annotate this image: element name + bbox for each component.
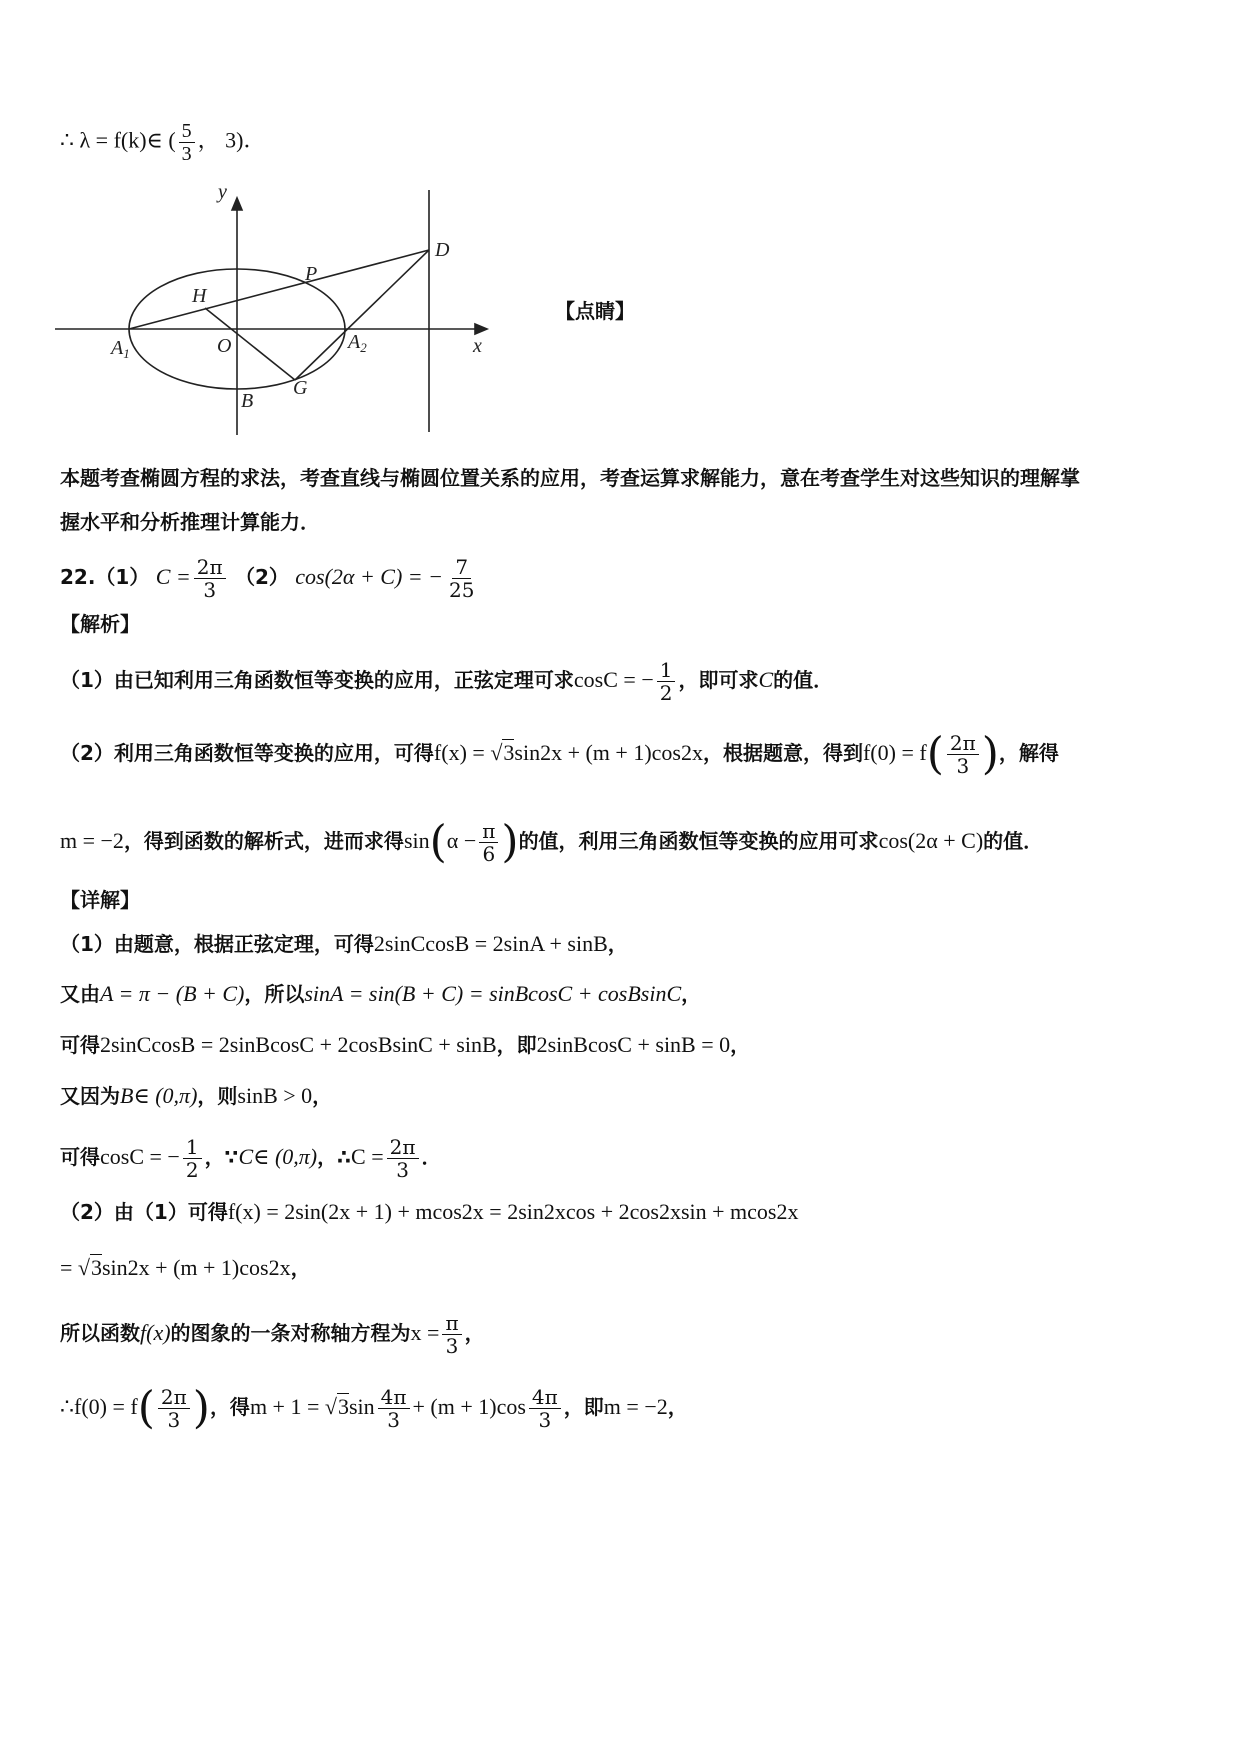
detail9-math3: sin [348, 1394, 375, 1419]
analysis1-text3: 的值． [773, 668, 834, 692]
detail5-end: ． [421, 1145, 442, 1169]
detail1-math: 2sinCcosB = 2sinA + sinB [373, 931, 608, 956]
detail7-math2: sin2x + (m + 1)cos2x [102, 1255, 291, 1280]
lambda-fraction [179, 120, 195, 165]
q22-c-frac: $\frac{2\pi}{3}$ [194, 556, 226, 601]
lambda-range-line [60, 120, 1180, 165]
xiangjie-heading: 【详解】 [60, 888, 140, 912]
line-a1-d [129, 250, 429, 329]
detail9-frac1: $\frac{2\pi}{3}$ [158, 1386, 190, 1431]
analysis1-math1: cosC = − [573, 667, 654, 692]
detail4-math1: B∈ (0,π) [120, 1083, 198, 1108]
jiexi-heading: 【解析】 [60, 612, 140, 636]
analysis2-text2: ，根据题意，得到 [702, 741, 863, 765]
detail-line-1 [60, 930, 1180, 958]
q22-answer [60, 556, 1180, 601]
x-axis-arrow [475, 324, 487, 334]
analysis2-math1: f(x) = [433, 740, 491, 765]
analysis3-text3: 的值． [983, 829, 1044, 853]
detail3-text2: ，即 [496, 1033, 537, 1057]
analysis1-text2: ，即可求 [678, 668, 759, 692]
comment-line-1: 本题考查椭圆方程的求法，考查直线与椭圆位置关系的应用，考查运算求解能力，意在考查学生对这些知识的理解掌 [60, 466, 1080, 490]
analysis3-text1: ，得到函数的解析式，进而求得 [123, 829, 404, 853]
analysis2-text3: ，解得 [998, 741, 1059, 765]
detail3-math1: 2sinCcosB = 2sinBcosC + 2cosBsinC + sinB [100, 1032, 497, 1057]
detail7-sqrt: 3 [91, 1255, 102, 1280]
analysis2-math3: f(0) = f [862, 740, 927, 765]
detail7-end: ， [290, 1256, 311, 1280]
q22-part2: （2） [234, 565, 289, 589]
analysis3-math2: sin [403, 828, 430, 853]
analysis1-frac: $\frac{1}{2}$ [657, 659, 676, 704]
detail9-end: ， [667, 1395, 688, 1419]
lambda-suffix: ， 3)． [197, 127, 266, 153]
detail9-math4: + (m + 1)cos [412, 1394, 526, 1419]
analysis2-sqrt: 3 [503, 740, 515, 765]
lambda-prefix: ∴ λ = f(k)∈ ( [60, 127, 176, 153]
ellipse-diagram [55, 180, 555, 450]
detail8-frac: $\frac{\pi}{3}$ [442, 1312, 461, 1357]
detail9-frac2: $\frac{4\pi}{3}$ [378, 1386, 410, 1431]
q22-label: 22.（1） [60, 565, 150, 589]
detail8-math2: x = [410, 1320, 440, 1345]
analysis2-text1: （2）利用三角函数恒等变换的应用，可得 [60, 741, 434, 765]
detail8-math1: f(x) [140, 1320, 171, 1345]
frac-den: 3 [181, 143, 192, 165]
detail4-end: ， [312, 1084, 333, 1108]
analysis2-math2: sin2x + (m + 1)cos2x [514, 740, 703, 765]
analysis3-frac: $\frac{\pi}{6}$ [479, 820, 498, 865]
detail9-math1: ∴f(0) = f [60, 1394, 138, 1419]
detail4-text: 又因为 [60, 1084, 120, 1108]
detail6-text: （2）由（1）可得 [60, 1200, 228, 1224]
detail9-math2: m + 1 = [249, 1394, 325, 1419]
frac-num: 5 [179, 120, 195, 143]
detail4-text2: ，则 [197, 1084, 238, 1108]
label-y: y [218, 181, 227, 203]
detail1-end: ， [607, 932, 628, 956]
detail5-math3: C = [351, 1144, 384, 1169]
detail-line-4 [60, 1082, 1180, 1110]
label-p: P [305, 263, 318, 285]
detail5-math1: cosC = − [100, 1144, 180, 1169]
label-o: O [217, 335, 232, 357]
detail8-text2: 的图象的一条对称轴方程为 [170, 1321, 411, 1345]
detail3-end: ， [730, 1033, 751, 1057]
detail2-math2: sinA = sin(B + C) = sinBcosC + cosBsinC [304, 981, 682, 1006]
analysis2-frac: $\frac{2\pi}{3}$ [947, 732, 979, 777]
detail3-math2: 2sinBcosC + sinB = 0 [536, 1032, 731, 1057]
detail9-frac3: $\frac{4\pi}{3}$ [529, 1386, 561, 1431]
analysis3-math3: cos(2α + C) [878, 828, 984, 853]
detail8-end: ， [464, 1321, 485, 1345]
detail-line-6 [60, 1198, 1180, 1226]
dianjing-heading: 【点睛】 [555, 299, 635, 323]
analysis-line-3: m = −2，得到函数的解析式，进而求得sin(α − $\frac{\pi}{6}$ )的值，利用三角函数恒等变换的应用可求cos(2α + C)的值． [60, 816, 1044, 868]
detail9-math5: m = −2 [603, 1394, 668, 1419]
detail-line-3 [60, 1031, 1180, 1059]
detail5-text2: ，∵ [204, 1145, 239, 1169]
detail2-end: ， [681, 982, 702, 1006]
q22-cos-expr: cos(2α + C) = − [295, 564, 444, 589]
detail4-math2: sinB > 0 [237, 1083, 313, 1108]
label-a1: $A_1$ [111, 337, 130, 361]
label-x: x [473, 335, 482, 357]
detail7-math1: = [60, 1255, 78, 1280]
label-a2: $A_2$ [348, 331, 367, 355]
y-axis-arrow [232, 198, 242, 210]
analysis3-text2: 的值，利用三角函数恒等变换的应用可求 [518, 829, 879, 853]
detail2-text: 又由 [60, 982, 100, 1006]
detail5-math2: C∈ (0,π) [238, 1144, 318, 1169]
label-d: D [435, 239, 450, 261]
analysis1-text1: （1）由已知利用三角函数恒等变换的应用，正弦定理可求 [60, 668, 574, 692]
detail8-text: 所以函数 [60, 1321, 140, 1345]
detail9-text: ，得 [209, 1395, 250, 1419]
detail5-frac2: $\frac{2\pi}{3}$ [387, 1136, 419, 1181]
q22-cos-frac: $\frac{7}{25}$ [449, 555, 475, 602]
detail5-text3: ，∴ [317, 1145, 352, 1169]
detail2-text2: ，所以 [244, 982, 305, 1006]
detail5-frac1: $\frac{1}{2}$ [183, 1136, 202, 1181]
analysis-line-2: （2）利用三角函数恒等变换的应用，可得f(x) = √3sin2x + (m + 1)cos2x，根据题意，得到f(0) = f( $\frac{2\pi}{3}$ )，解得 [60, 728, 1059, 780]
analysis3-math1: m = −2 [60, 828, 124, 853]
comment-line-2: 握水平和分析推理计算能力． [60, 510, 320, 534]
detail1-text: （1）由题意，根据正弦定理，可得 [60, 932, 374, 956]
detail-line-2 [60, 980, 1180, 1008]
analysis3-inner: α − [446, 828, 477, 853]
detail9-sqrt: 3 [337, 1394, 349, 1419]
analysis1-var: C [758, 667, 774, 692]
detail-line-7: = √3sin2x + (m + 1)cos2x， [60, 1255, 311, 1280]
detail6-math: f(x) = 2sin(2x + 1) + mcos2x = 2sin2xcos + 2cos2xsin + mcos2x [227, 1199, 799, 1224]
detail2-math1: A = π − (B + C) [100, 981, 245, 1006]
detail-line-8 [60, 1312, 1180, 1357]
detail3-text: 可得 [60, 1033, 100, 1057]
analysis-line-1 [60, 659, 1180, 704]
label-g: G [293, 377, 308, 399]
detail5-text: 可得 [60, 1145, 100, 1169]
q22-c-eq: C = [155, 564, 191, 589]
label-b: B [241, 390, 254, 412]
detail-line-5 [60, 1136, 1180, 1181]
detail9-text2: ，即 [563, 1395, 604, 1419]
detail-line-9: ∴f(0) = f( $\frac{2\pi}{3}$ )，得m + 1 = √3sin $\frac{4\pi}{3}$ + (m + 1)cos $\frac{4\pi}{3}$ ，即m = −2， [60, 1382, 688, 1434]
label-h: H [192, 285, 207, 307]
